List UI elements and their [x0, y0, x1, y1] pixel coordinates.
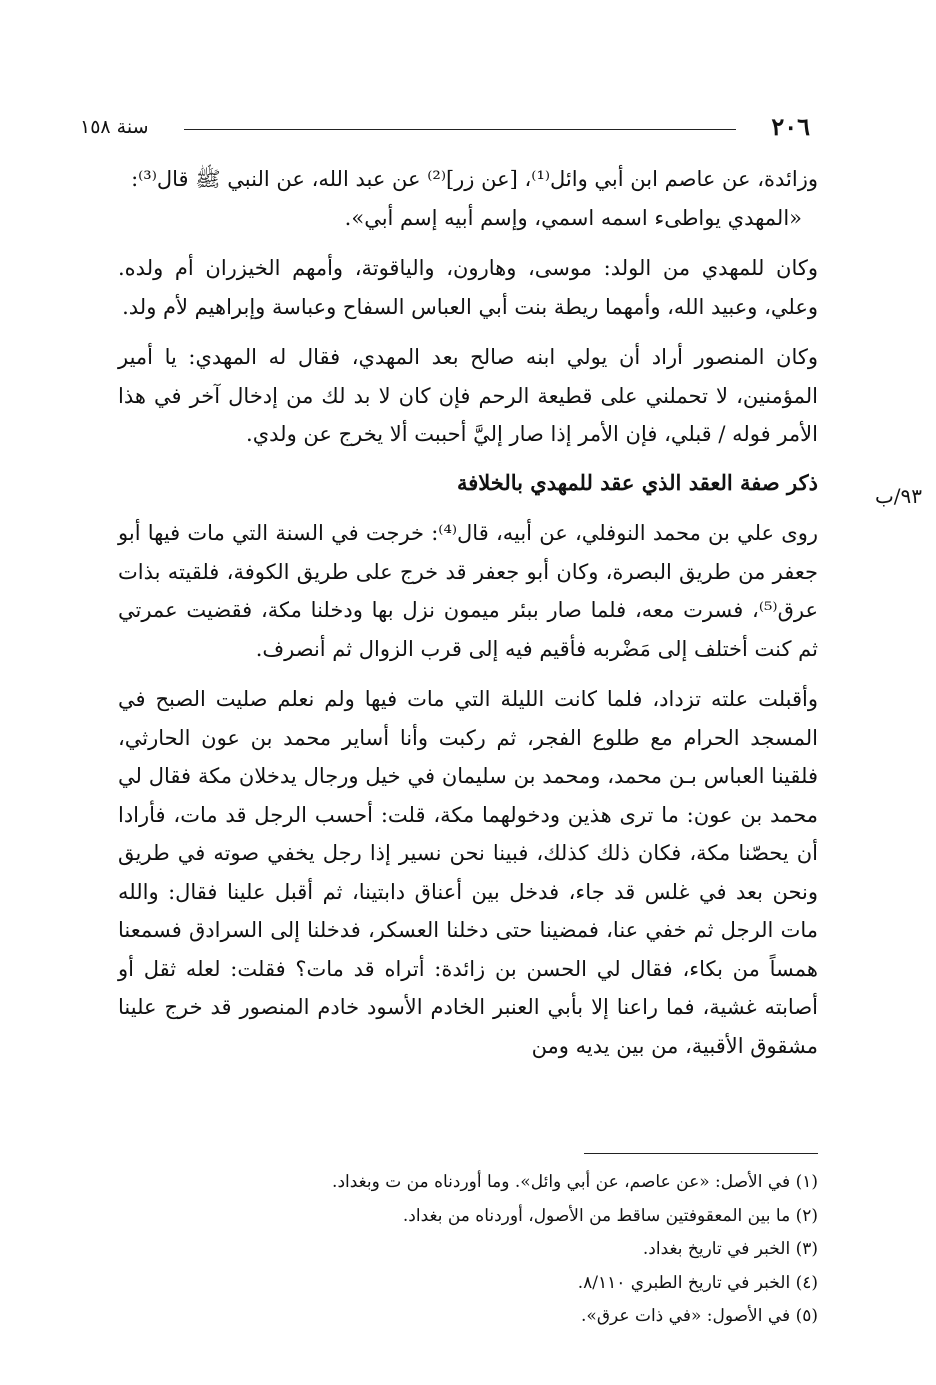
paragraph-4: روى علي بن محمد النوفلي، عن أبيه، قال⁽⁴⁾: خرجت في السنة التي مات فيها أبو جعفر من طريق البصرة، وكان أبو جعفر قد خرج على طريق الكوفة، فلقيته بذات عرق⁽⁵⁾، فسرت معه، فلما صار ببئر ميمون نزل بها ودخلنا مكة، فقضيت عمرتي ثم كنت أختلف إلى مَضْربه فأقيم فيه إلى قرب الزوال ثم أنصرف.: [118, 521, 818, 661]
paragraph-1: وزائدة، عن عاصم ابن أبي وائل⁽¹⁾، [عن زر]⁽²⁾ عن عبد الله، عن النبي ﷺ قال⁽³⁾:: [131, 167, 818, 191]
page-number: ٢٠٦: [771, 112, 810, 141]
paragraph-3: وكان المنصور أراد أن يولي ابنه صالح بعد المهدي، فقال له المهدي: يا أمير المؤمنين، لا تحملني على قطيعة الرحم فإن كان لا بد لك من إدخال آخر في هذا الأمر فوله / قبلي، فإن الأمر إذا صار إليَّ أحببت ألا يخرج عن ولدي.: [118, 345, 818, 446]
header-rule: [184, 129, 736, 130]
footnote-4: (٤) الخبر في تاريخ الطبري ٨/١١٠.: [577, 1272, 818, 1293]
running-head: سنة ١٥٨: [80, 116, 149, 138]
hadith-quote: «المهدي يواطىء اسمه اسمي، وإسم أبيه إسم أبي».: [344, 205, 802, 230]
main-text: [118, 160, 818, 1065]
margin-note: ٩٣/ب: [874, 484, 922, 508]
page-header: [80, 112, 810, 146]
footnote-5: (٥) في الأصول: «في ذات عرق».: [581, 1306, 818, 1326]
paragraph-2: وكان للمهدي من الولد: موسى، وهارون، والياقوتة، وأمهم الخيزران أم ولده. وعلي، وعبيد الله، وأمهما ريطة بنت أبي العباس السفاح وعباسة وإبراهيم لأم ولد.: [118, 256, 818, 319]
footnote-2: (٢) ما بين المعقوفتين ساقط من الأصول، أوردناه من بغداد.: [402, 1205, 818, 1226]
section-heading: ذكر صفة العقد الذي عقد للمهدي بالخلافة: [456, 469, 818, 495]
footnotes: [118, 1166, 818, 1334]
paragraph-5: وأقبلت علته تزداد، فلما كانت الليلة التي مات فيها ولم نعلم صليت الصبح في المسجد الحرام مع طلوع الفجر، ثم ركبت وأنا أساير محمد بن عون الحارثي، فلقينا العباس بـن محمد، ومحمد بن سليمان في خيل ورجال يدخلان مكة فقال لي محمد بن عون: ما ترى هذين ودخولهما مكة، قلت: أحسب الرجل قد مات، فأرادا أن يحصّنا مكة، فكان ذلك كذلك، فبينا نحن نسير إذا رجل يخفي صوته في طريق ونحن بعد في غلس قد جاء، فدخل بين أعناق دابتينا، ثم أقبل علينا فقال: والله مات الرجل ثم خفي عنا، فمضينا حتى دخلنا العسكر، فدخلنا إلى السرادق فسمعنا همساً من بكاء، فقال لي الحسن بن زائدة: أتراه قد مات؟ فقلت: لعله ثقل أو أصابته غشية، فما راعنا إلا بأبي العنبر الخادم الأسود خادم المنصور قد خرج علينا مشقوق الأقبية، من بين يديه ومن: [118, 687, 818, 1058]
footnote-1: (١) في الأصل: «عن عاصم، عن أبي وائل». وما أوردناه من ت وبغداد.: [332, 1172, 818, 1192]
footnote-rule: [584, 1153, 818, 1154]
footnote-3: (٣) الخبر في تاريخ بغداد.: [642, 1239, 818, 1259]
